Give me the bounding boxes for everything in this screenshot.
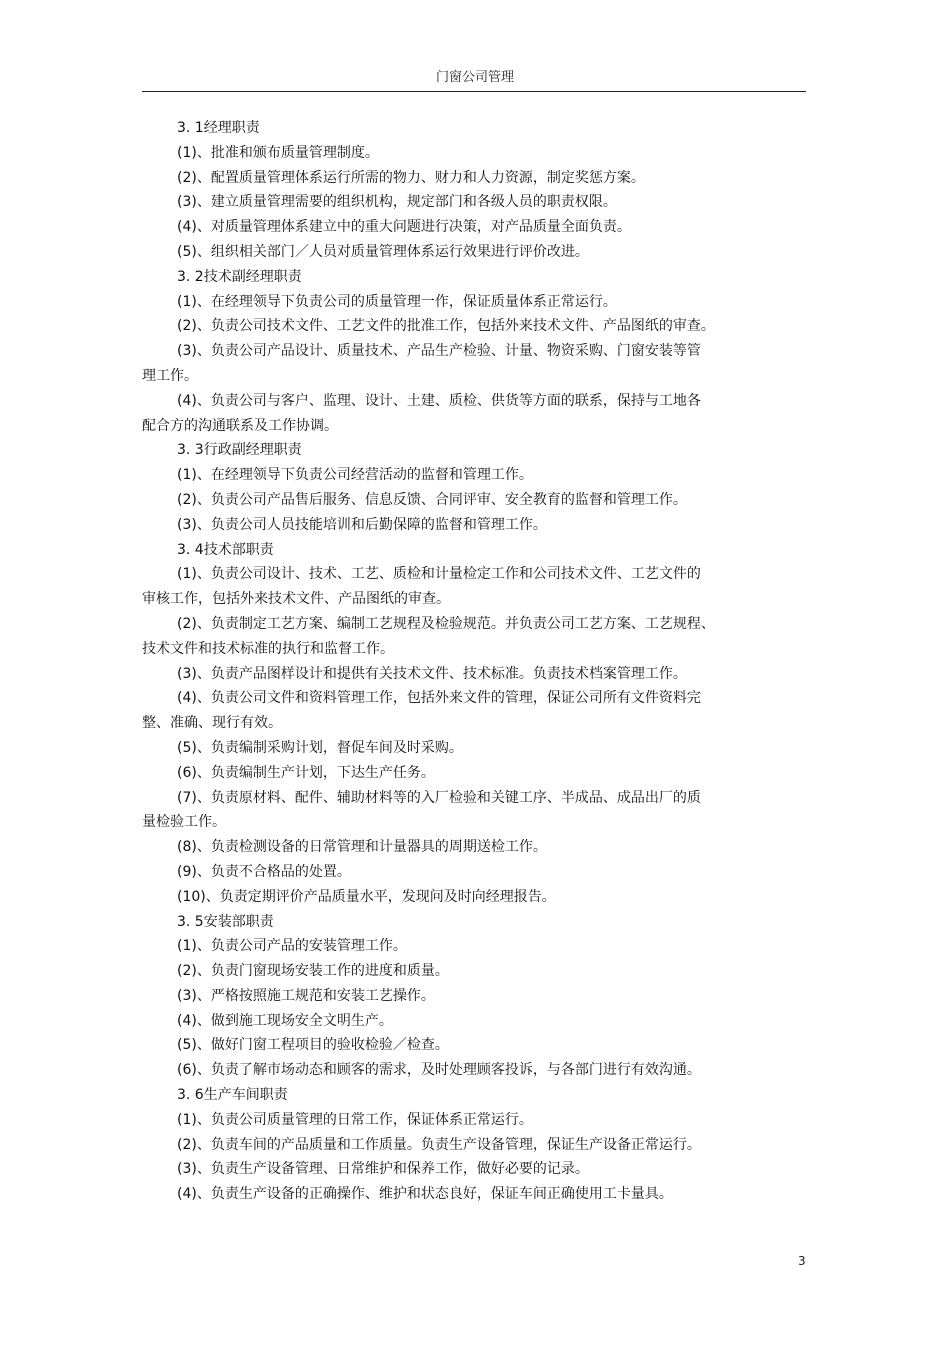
body-text-line: (5)、组织相关部门／人员对质量管理体系运行效果进行评价改进。 [177,243,589,260]
body-text-line: (7)、负责原材料、配件、辅助材料等的入厂检验和关键工序、半成品、成品出厂的质 [177,789,701,806]
body-text-line: (4)、做到施工现场安全文明生产。 [177,1012,393,1029]
body-text-line: (3)、建立质量管理需要的组织机构，规定部门和各级人员的职责权限。 [177,194,617,211]
page-header-title: 门窗公司管理 [435,70,514,85]
page-number: 3 [798,1254,806,1268]
body-text-line: (4)、对质量管理体系建立中的重大问题进行决策，对产品质量全面负责。 [177,219,631,236]
body-text-line: (10)、负责定期评价产品质量水平，发现问及时向经理报告。 [177,888,556,905]
body-text-line: 量检验工作。 [142,814,226,831]
body-text-line: 理工作。 [142,367,198,384]
body-text-line: 配合方的沟通联系及工作协调。 [142,417,338,434]
body-text-line: 审核工作，包括外来技术文件、产品图纸的审查。 [142,591,450,608]
body-text-line: (4)、负责公司与客户、监理、设计、土建、质检、供货等方面的联系，保持与工地各 [177,392,701,409]
body-text-line: (2)、负责门窗现场安装工作的进度和质量。 [177,963,449,980]
section-heading: 3. 3行政副经理职责 [177,442,302,459]
section-heading: 3. 2技术副经理职责 [177,268,302,285]
body-text-line: (1)、负责公司设计、技术、工艺、质检和计量检定工作和公司技术文件、工艺文件的 [177,566,701,583]
body-text-line: (4)、负责公司文件和资料管理工作，包括外来文件的管理，保证公司所有文件资料完 [177,690,701,707]
body-text-line: (2)、负责制定工艺方案、编制工艺规程及检验规范。并负责公司工艺方案、工艺规程、 [177,615,715,632]
body-text-line: (9)、负责不合格品的处置。 [177,863,351,880]
body-text-line: 整、准确、现行有效。 [142,715,282,732]
body-text-line: (2)、负责公司技术文件、工艺文件的批准工作，包括外来技术文件、产品图纸的审查。 [177,318,715,335]
body-text-line: (1)、在经理领导下负责公司经营活动的监督和管理工作。 [177,467,533,484]
body-text-line: (5)、做好门窗工程项目的验收检验／检查。 [177,1037,449,1054]
section-heading: 3. 4技术部职责 [177,541,274,558]
section-heading: 3. 5安装部职责 [177,913,274,930]
body-text-line: (3)、负责产品图样设计和提供有关技术文件、技术标准。负责技术档案管理工作。 [177,665,687,682]
body-text-line: (1)、批准和颁布质量管理制度。 [177,144,379,161]
section-heading: 3. 6生产车间职责 [177,1087,288,1104]
body-text-line: 技术文件和技术标准的执行和监督工作。 [142,640,394,657]
body-text-line: (6)、负责编制生产计划，下达生产任务。 [177,764,435,781]
body-text-line: (1)、负责公司产品的安装管理工作。 [177,938,407,955]
body-text-line: (2)、配置质量管理体系运行所需的物力、财力和人力资源，制定奖惩方案。 [177,169,645,186]
body-text-line: (1)、负责公司质量管理的日常工作，保证体系正常运行。 [177,1111,533,1128]
body-text-line: (3)、负责公司产品设计、质量技术、产品生产检验、计量、物资采购、门窗安装等管 [177,343,701,360]
body-text-line: (2)、负责车间的产品质量和工作质量。负责生产设备管理，保证生产设备正常运行。 [177,1136,701,1153]
body-text-line: (6)、负责了解市场动态和顾客的需求，及时处理顾客投诉，与各部门进行有效沟通。 [177,1062,701,1079]
section-heading: 3. 1经理职责 [177,120,260,136]
body-text-line: (1)、在经理领导下负责公司的质量管理一作，保证质量体系正常运行。 [177,293,617,310]
body-text-line: (5)、负责编制采购计划，督促车间及时采购。 [177,739,463,756]
body-text-line: (3)、负责公司人员技能培训和后勤保障的监督和管理工作。 [177,516,547,533]
header-rule [142,91,806,92]
body-text-line: (2)、负责公司产品售后服务、信息反馈、合同评审、安全教育的监督和管理工作。 [177,491,687,508]
body-text-line: (8)、负责检测设备的日常管理和计量器具的周期送检工作。 [177,839,547,856]
document-body [142,116,742,1207]
body-text-line: (4)、负责生产设备的正确操作、维护和状态良好，保证车间正确使用工卡量具。 [177,1186,673,1203]
body-text-line: (3)、负责生产设备管理、日常维护和保养工作，做好必要的记录。 [177,1161,589,1178]
body-text-line: (3)、严格按照施工规范和安装工艺操作。 [177,987,435,1004]
